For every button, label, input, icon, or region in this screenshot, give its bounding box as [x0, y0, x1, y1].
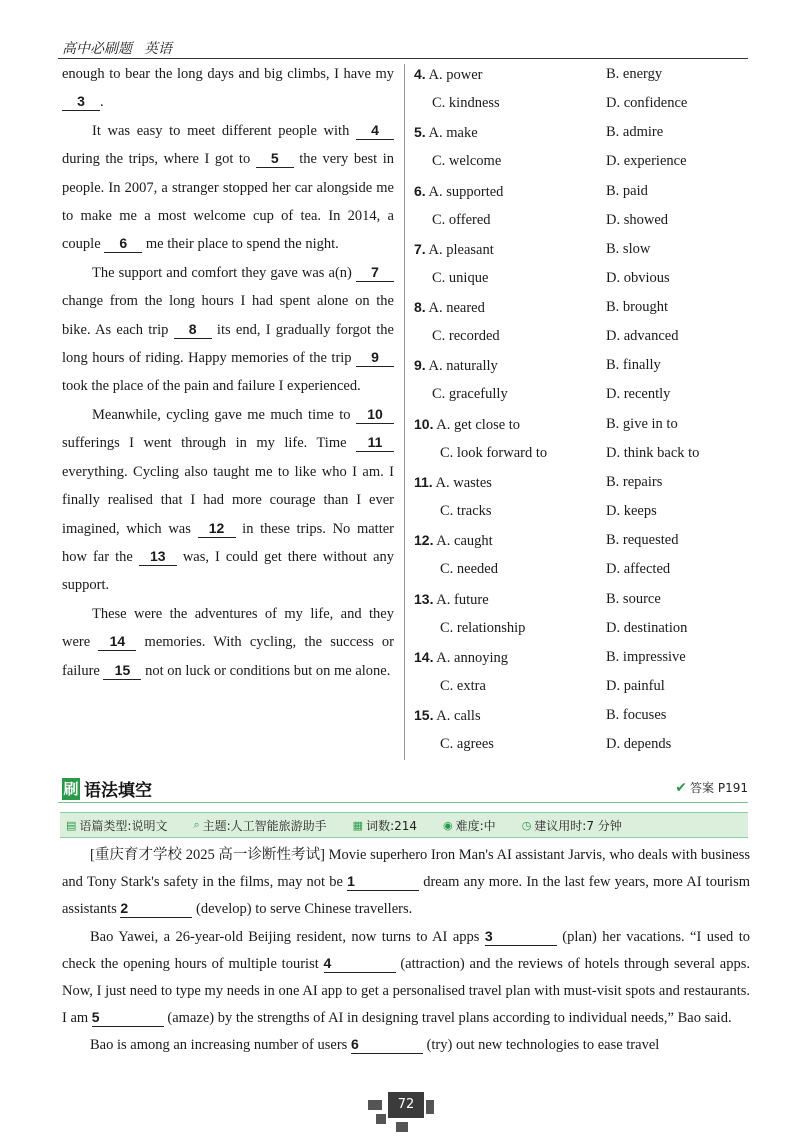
passage-paragraph: It was easy to meet different people with 4 during the trips, where I got to 5 the very best in people. In 2007, a stranger stopped her car alongside me to make me a most welcome cup of tea. In 2014, a couple 6 me their place to spend the night. — [62, 121, 394, 253]
option-b[interactable]: B. source — [606, 590, 661, 607]
option-b[interactable]: B. requested — [606, 532, 679, 549]
question-9 — [414, 351, 754, 409]
option-d[interactable]: D. showed — [606, 211, 669, 228]
option-a[interactable]: A. naturally — [428, 358, 498, 375]
page-number: 72 — [388, 1092, 424, 1118]
option-b[interactable]: B. slow — [606, 240, 651, 257]
question-12 — [414, 526, 754, 584]
grammar-blank-4[interactable]: 4 — [324, 955, 396, 973]
question-number: 11. — [414, 474, 433, 491]
decorative-pattern — [396, 1122, 408, 1132]
option-b[interactable]: B. repairs — [606, 474, 663, 491]
question-14 — [414, 643, 754, 701]
option-c[interactable]: C. tracks — [440, 503, 492, 520]
option-a[interactable]: A. power — [428, 67, 483, 83]
passage-paragraph: These were the adventures of my life, and they were 14 memories. With cycling, the success or failure 15 not on luck or conditions but on me alone. — [62, 605, 394, 679]
option-c[interactable]: C. unique — [432, 269, 489, 286]
option-c[interactable]: C. offered — [432, 211, 491, 228]
blank-6[interactable]: 6 — [104, 234, 142, 253]
option-c[interactable]: C. gracefully — [432, 386, 508, 403]
section-title — [62, 776, 152, 801]
option-d[interactable]: D. recently — [606, 386, 671, 403]
option-d[interactable]: D. painful — [606, 677, 665, 694]
option-d[interactable]: D. obvious — [606, 269, 670, 286]
option-d[interactable]: D. affected — [606, 561, 671, 578]
question-number: 6. — [414, 182, 426, 199]
grammar-blank-3[interactable]: 3 — [485, 928, 557, 946]
grammar-passage — [62, 842, 750, 1060]
grammar-blank-5[interactable]: 5 — [92, 1009, 164, 1027]
question-5 — [414, 118, 754, 176]
option-b[interactable]: B. finally — [606, 357, 661, 374]
question-13 — [414, 585, 754, 643]
question-number: 15. — [414, 707, 434, 724]
clock-icon: ◷ — [521, 818, 532, 832]
question-15 — [414, 701, 754, 759]
option-b[interactable]: B. focuses — [606, 707, 667, 724]
header-rule — [58, 58, 748, 59]
question-number: 10. — [414, 415, 434, 432]
passage-paragraph: The support and comfort they gave was a(n) 7 change from the long hours I had spent alone on the bike. As each trip 8 its end, I gradually forgot the long hours of riding. Happy memories of the trip 9 took the place of the pain and failure I experienced. — [62, 263, 394, 395]
passage-paragraph: [重庆育才学校 2025 高一诊断性考试] Movie superhero Iron Man's AI assistant Jarvis, who deals with business and Tony Stark's safety in the films, may not be 1 dream any more. In the last few years, more AI tourism assistants 2 (develop) to serve Chinese travellers. — [62, 847, 750, 918]
question-number: 9. — [414, 357, 426, 374]
option-c[interactable]: C. relationship — [440, 619, 526, 636]
decorative-pattern — [376, 1114, 386, 1124]
blank-12[interactable]: 12 — [198, 519, 236, 538]
passage-paragraph: Meanwhile, cycling gave me much time to 10 sufferings I went through in my life. Time 11 everything. Cycling also taught me to like who I am. I finally realised that I had more courage than I ever imagined, which was 12 in these trips. No matter how far the 13 was, I could get there without any support. — [62, 405, 395, 594]
option-d[interactable]: D. think back to — [606, 444, 700, 461]
option-d[interactable]: D. confidence — [606, 95, 688, 111]
section-rule — [58, 802, 748, 803]
question-10 — [414, 410, 754, 468]
passage-info-bar — [60, 812, 748, 838]
option-a[interactable]: A. make — [428, 125, 478, 142]
option-d[interactable]: D. experience — [606, 153, 687, 170]
section-name: 语法填空 — [84, 781, 152, 801]
cloze-passage — [62, 60, 394, 685]
answer-reference[interactable] — [675, 779, 748, 796]
decorative-pattern — [368, 1100, 382, 1110]
question-number: 12. — [414, 532, 434, 549]
option-a[interactable]: A. neared — [428, 300, 485, 317]
question-number: 8. — [414, 299, 426, 316]
passage-paragraph: Bao is among an increasing number of users 6 (try) out new technologies to ease travel — [90, 1036, 660, 1054]
info-time: ◷ 建议用时:7 分钟 — [521, 818, 622, 833]
question-4 — [414, 60, 754, 118]
grammar-blank-6[interactable]: 6 — [351, 1036, 423, 1054]
difficulty-icon: ◉ — [443, 818, 453, 832]
option-b[interactable]: B. energy — [606, 66, 663, 82]
question-number: 7. — [414, 240, 426, 257]
blank-10[interactable]: 10 — [356, 405, 394, 424]
option-a[interactable]: A. supported — [428, 183, 504, 200]
blank-9[interactable]: 9 — [356, 348, 394, 367]
option-a[interactable]: A. annoying — [436, 649, 508, 666]
column-divider — [404, 64, 405, 760]
option-a[interactable]: A. caught — [436, 533, 493, 550]
page-header — [62, 38, 172, 58]
subject-label: 英语 — [144, 41, 172, 57]
blank-13[interactable]: 13 — [139, 547, 177, 566]
option-c[interactable]: C. kindness — [432, 95, 500, 111]
option-b[interactable]: B. admire — [606, 124, 664, 141]
option-a[interactable]: A. get close to — [436, 416, 521, 433]
option-b[interactable]: B. give in to — [606, 415, 678, 432]
question-number: 4. — [414, 66, 426, 82]
word-count-icon: ▦ — [352, 818, 364, 832]
option-c[interactable]: C. agrees — [440, 736, 494, 753]
passage-paragraph: enough to bear the long days and big climbs, I have my 3 . — [62, 66, 394, 111]
blank-15[interactable]: 15 — [103, 661, 141, 680]
option-a[interactable]: A. future — [436, 591, 489, 608]
info-words: ▦ 词数:214 — [352, 818, 418, 833]
question-number: 5. — [414, 124, 426, 141]
option-a[interactable]: A. calls — [436, 708, 481, 725]
search-icon: ⌕ — [193, 818, 200, 831]
grammar-blank-1[interactable]: 1 — [347, 873, 419, 891]
blank-7[interactable]: 7 — [356, 263, 394, 282]
question-7 — [414, 235, 754, 293]
option-a[interactable]: A. pleasant — [428, 241, 494, 258]
decorative-pattern — [426, 1100, 434, 1114]
info-topic: ⌕ 主题:人工智能旅游助手 — [193, 818, 327, 833]
option-c[interactable]: C. welcome — [432, 153, 502, 170]
passage-paragraph: Bao Yawei, a 26-year-old Beijing resident, now turns to AI apps 3 (plan) her vacations. “I used to check the opening hours of multiple tourist 4 (attraction) and the reviews of hotels through several apps. Now, I just need to type my needs in one AI app to get a personalised travel plan with must-visit spots and restaurants. I am 5 (amaze) by the strengths of AI in designing travel plans according to individual needs,” Bao said. — [62, 927, 751, 1027]
option-b[interactable]: B. brought — [606, 299, 669, 316]
question-8 — [414, 293, 754, 351]
option-b[interactable]: B. paid — [606, 182, 648, 199]
option-d[interactable]: D. depends — [606, 736, 672, 753]
option-d[interactable]: D. advanced — [606, 328, 679, 345]
blank-5[interactable]: 5 — [256, 149, 294, 168]
brush-icon: 刷 — [63, 779, 79, 798]
option-a[interactable]: A. wastes — [435, 475, 492, 492]
option-c[interactable]: C. needed — [440, 561, 498, 578]
option-b[interactable]: B. impressive — [606, 648, 686, 665]
question-number: 13. — [414, 590, 434, 607]
option-d[interactable]: D. destination — [606, 619, 688, 636]
options-list — [414, 60, 754, 760]
question-number: 14. — [414, 648, 434, 665]
document-icon: ▤ — [66, 818, 77, 832]
option-d[interactable]: D. keeps — [606, 503, 657, 520]
answer-page: 答案 P191 — [690, 781, 748, 795]
blank-14[interactable]: 14 — [98, 632, 136, 651]
info-difficulty: ◉ 难度:中 — [443, 818, 496, 833]
option-c[interactable]: C. recorded — [432, 328, 500, 345]
info-type: ▤ 语篇类型:说明文 — [66, 818, 168, 833]
blank-11[interactable]: 11 — [356, 433, 394, 452]
question-6 — [414, 177, 754, 235]
option-c[interactable]: C. look forward to — [440, 444, 548, 461]
question-11 — [414, 468, 754, 526]
check-icon: ✔ — [675, 779, 688, 796]
grammar-blank-2[interactable]: 2 — [120, 900, 192, 918]
blank-3[interactable]: 3 — [62, 92, 100, 111]
option-c[interactable]: C. extra — [440, 677, 486, 694]
blank-4[interactable]: 4 — [356, 121, 394, 140]
blank-8[interactable]: 8 — [174, 320, 212, 339]
book-title: 高中必刷题 — [62, 41, 132, 57]
